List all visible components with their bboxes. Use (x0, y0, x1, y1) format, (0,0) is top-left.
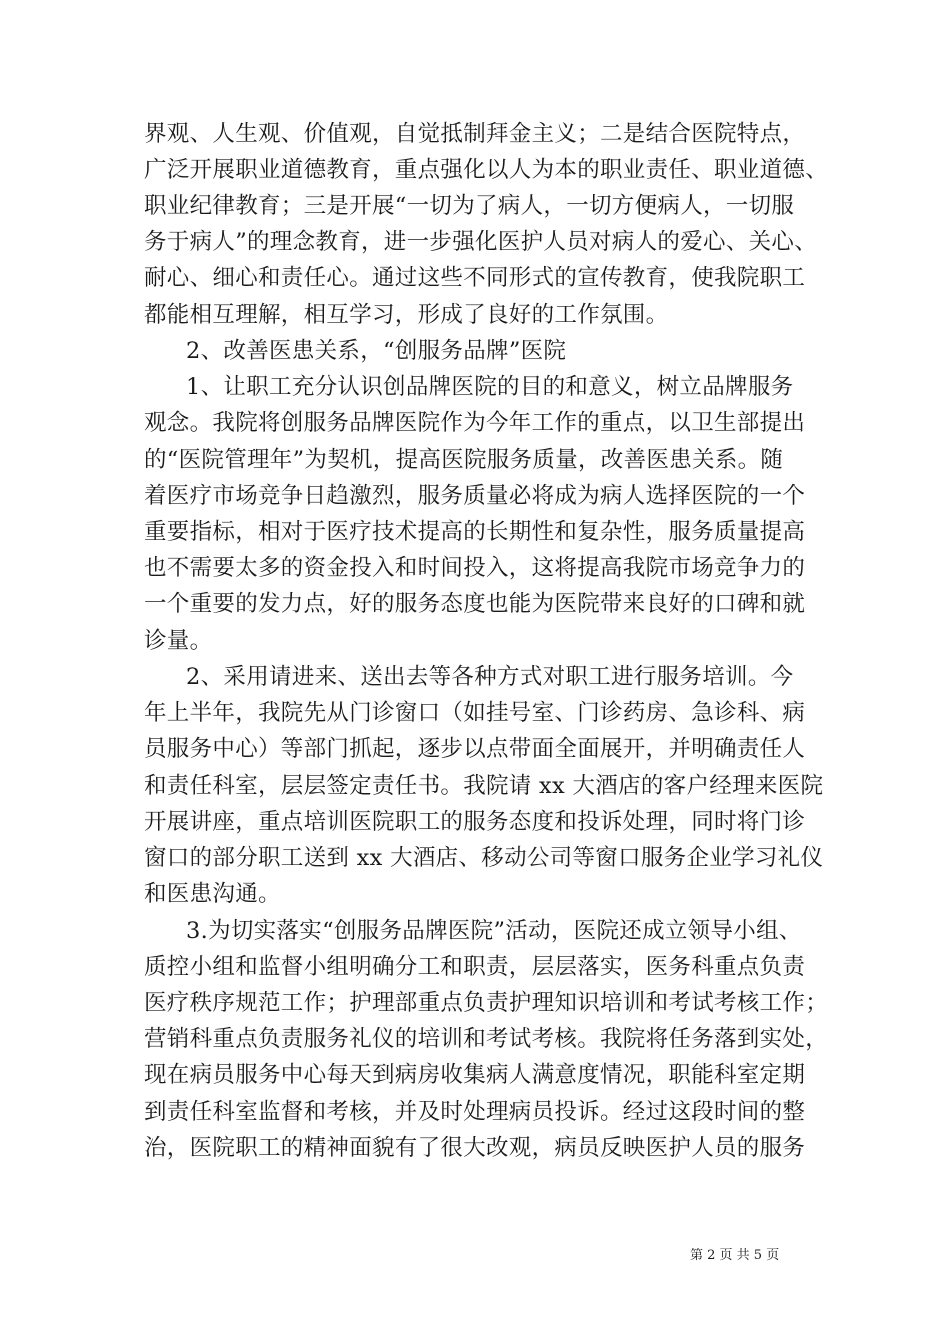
text-line: 员服务中心）等部门抓起，逐步以点带面全面展开，并明确责任人 (144, 736, 806, 762)
text-line: 的“医院管理年”为契机，提高医院服务质量，改善医患关系。随 (144, 447, 784, 473)
text-line: 到责任科室监督和考核，并及时处理病员投诉。经过这段时间的整 (144, 1099, 806, 1125)
text-line: 观念。我院将创服务品牌医院作为今年工作的重点，以卫生部提出 (144, 410, 806, 436)
page-number: 第 2 页 共 5 页 (690, 1248, 780, 1263)
text-line: 诊量。 (144, 628, 213, 654)
text-line: 窗口的部分职工送到 xx 大酒店、移动公司等窗口服务企业学习礼仪 (144, 845, 824, 871)
paragraph-start: 2、采用请进来、送出去等各种方式对职工进行服务培训。今 (186, 664, 794, 690)
text-line: 医疗秩序规范工作；护理部重点负责护理知识培训和考试考核工作； (144, 990, 829, 1016)
text-line: 质控小组和监督小组明确分工和职责，层层落实，医务科重点负责 (144, 954, 806, 980)
text-line: 和医患沟通。 (144, 881, 281, 907)
text-line: 和责任科室，层层签定责任书。我院请 xx 大酒店的客户经理来医院 (144, 773, 824, 799)
text-line: 也不需要太多的资金投入和时间投入，这将提高我院市场竞争力的 (144, 555, 806, 581)
text-line: 职业纪律教育；三是开展“一切为了病人，一切方便病人，一切服 (144, 193, 795, 219)
text-line: 广泛开展职业道德教育，重点强化以人为本的职业责任、职业道德、 (144, 157, 829, 183)
text-line: 界观、人生观、价值观，自觉抵制拜金主义；二是结合医院特点， (144, 121, 806, 147)
text-line: 年上半年，我院先从门诊窗口（如挂号室、门诊药房、急诊科、病 (144, 700, 806, 726)
paragraph-start: 3.为切实落实“创服务品牌医院”活动，医院还成立领导小组、 (186, 918, 802, 944)
text-line: 耐心、细心和责任心。通过这些不同形式的宣传教育，使我院职工 (144, 265, 806, 291)
text-line: 现在病员服务中心每天到病房收集病人满意度情况，职能科室定期 (144, 1062, 806, 1088)
text-line: 治，医院职工的精神面貌有了很大改观，病员反映医护人员的服务 (144, 1135, 806, 1161)
text-line: 着医疗市场竞争日趋激烈，服务质量必将成为病人选择医院的一个 (144, 483, 806, 509)
text-line: 一个重要的发力点，好的服务态度也能为医院带来良好的口碑和就 (144, 591, 806, 617)
text-line: 都能相互理解，相互学习，形成了良好的工作氛围。 (144, 302, 669, 328)
text-line: 营销科重点负责服务礼仪的培训和考试考核。我院将任务落到实处， (144, 1026, 829, 1052)
text-line: 开展讲座，重点培训医院职工的服务态度和投诉处理，同时将门诊 (144, 809, 806, 835)
text-line: 务于病人”的理念教育，进一步强化医护人员对病人的爱心、关心、 (144, 229, 818, 255)
text-line: 重要指标，相对于医疗技术提高的长期性和复杂性，服务质量提高 (144, 519, 806, 545)
section-heading: 2、改善医患关系，“创服务品牌”医院 (186, 338, 567, 364)
paragraph-start: 1、让职工充分认识创品牌医院的目的和意义，树立品牌服务 (186, 374, 794, 400)
